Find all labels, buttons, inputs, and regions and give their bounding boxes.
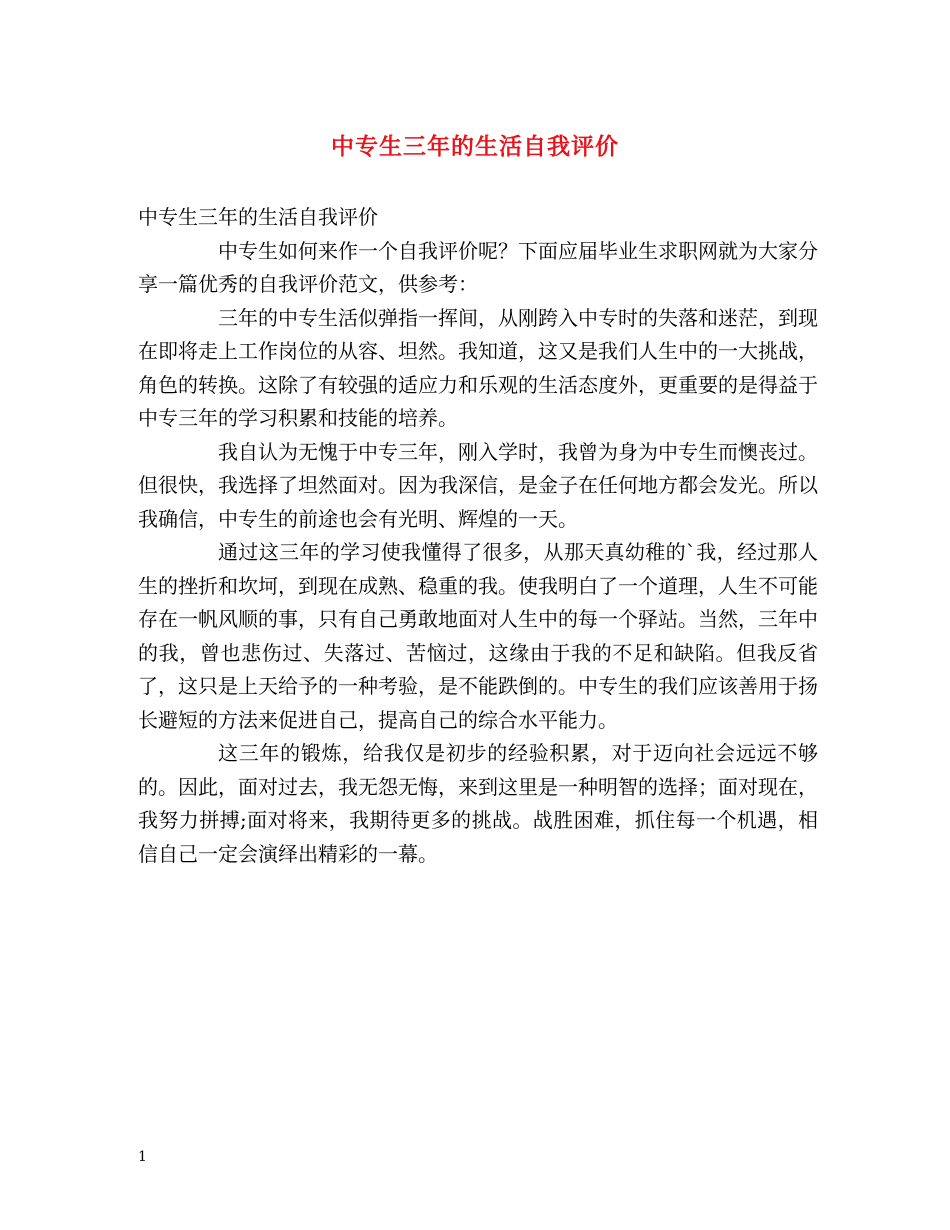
paragraph-self-assessment: 我自认为无愧于中专三年，刚入学时，我曾为身为中专生而懊丧过。但很快，我选择了坦然面对。因为我深信，是金子在任何地方都会发光。所以我确信，中专生的前途也会有光明、辉煌的一天。: [138, 439, 818, 531]
document-subtitle: 中专生三年的生活自我评价: [138, 205, 378, 229]
paragraph-conclusion: 这三年的锻炼，给我仅是初步的经验积累，对于迈向社会远远不够的。因此，面对过去，我无怨无悔，来到这里是一种明智的选择；面对现在，我努力拼搏;面对将来，我期待更多的挑战。战胜困难，抓住每一个机遇，相信自己一定会演绎出精彩的一幕。: [138, 741, 818, 866]
document-body: [138, 201, 818, 871]
paragraph-transition: 三年的中专生活似弹指一挥间，从刚跨入中专时的失落和迷茫，到现在即将走上工作岗位的从容、坦然。我知道，这又是我们人生中的一大挑战，角色的转换。这除了有较强的适应力和乐观的生活态度外，更重要的是得益于中专三年的学习积累和技能的培养。: [138, 305, 818, 430]
document-title: 中专生三年的生活自我评价: [331, 133, 619, 160]
paragraph-intro: 中专生如何来作一个自我评价呢？下面应届毕业生求职网就为大家分享一篇优秀的自我评价范文，供参考：: [138, 238, 818, 296]
page-number: 1: [138, 1149, 147, 1165]
paragraph-growth: 通过这三年的学习使我懂得了很多，从那天真幼稚的`我，经过那人生的挫折和坎坷，到现在成熟、稳重的我。使我明白了一个道理，人生不可能存在一帆风顺的事，只有自己勇敢地面对人生中的每一个驿站。当然，三年中的我，曾也悲伤过、失落过、苦恼过，这缘由于我的不足和缺陷。但我反省了，这只是上天给予的一种考验，是不能跌倒的。中专生的我们应该善用于扬长避短的方法来促进自己，提高自己的综合水平能力。: [138, 540, 818, 732]
